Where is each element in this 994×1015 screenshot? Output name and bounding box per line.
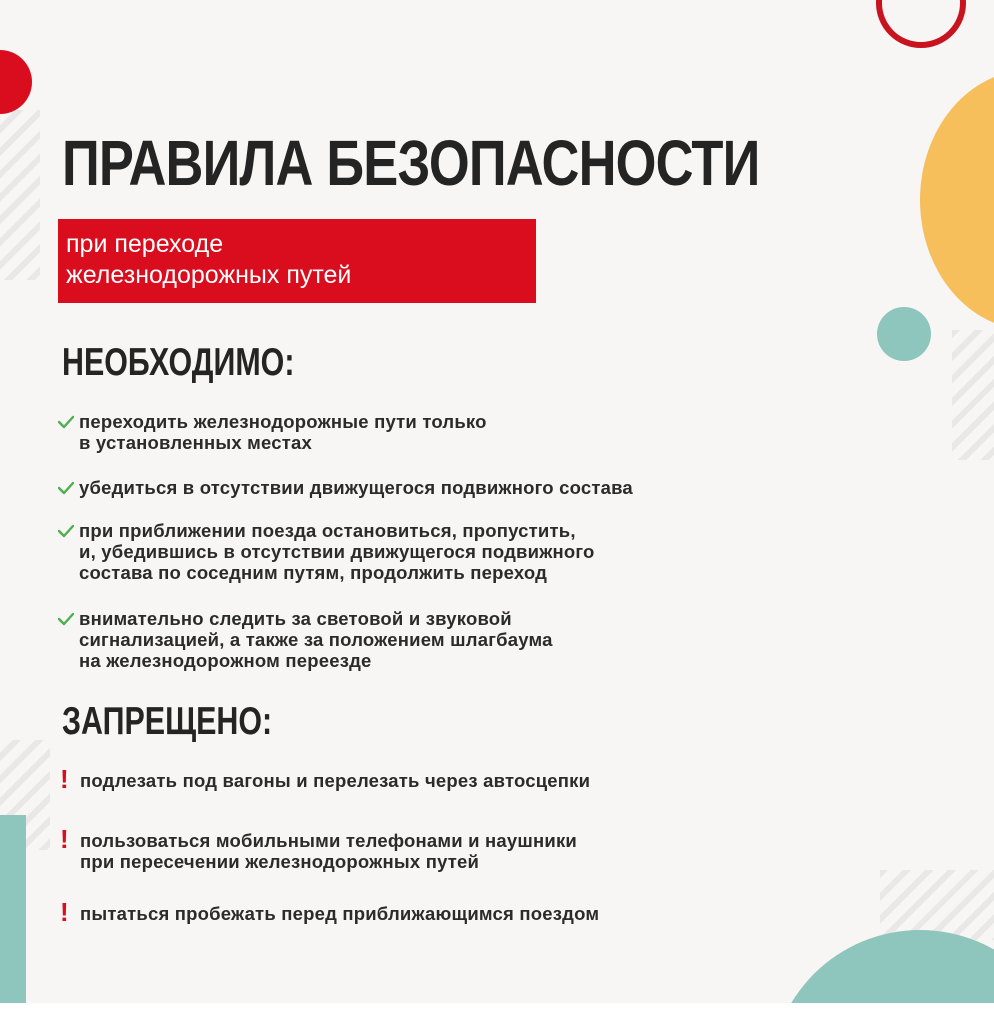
exclamation-icon: !	[60, 824, 69, 854]
check-icon	[58, 524, 74, 538]
page-title: ПРАВИЛА БЕЗОПАСНОСТИ	[62, 127, 760, 199]
exclamation-icon: !	[60, 897, 69, 927]
hatched-stripe-left-top	[0, 110, 40, 280]
bottom-margin	[0, 1003, 994, 1015]
forbidden-heading: ЗАПРЕЩЕНО:	[62, 700, 273, 743]
subtitle-line-1: при переходе	[66, 230, 224, 258]
required-item-text: при приближении поезда остановиться, пропустить, и, убедившись в отсутствии движущегося подвижного состава по соседним путям, продолжить переход	[79, 520, 595, 583]
red-half-circle-decoration	[0, 50, 32, 114]
hatched-stripe-right-bottom	[880, 870, 994, 940]
hatched-stripe-right	[952, 330, 994, 460]
required-item-text: внимательно следить за световой и звуковой сигнализацией, а также за положением шлагбаума на железнодорожном переезде	[79, 608, 553, 671]
forbidden-item-text: пользоваться мобильными телефонами и наушники при пересечении железнодорожных путей	[80, 830, 578, 872]
teal-arc-decoration	[770, 930, 994, 1003]
forbidden-item-text: пытаться пробежать перед приближающимся поездом	[80, 903, 600, 924]
subtitle-banner	[58, 219, 536, 303]
teal-dot-decoration	[877, 307, 931, 361]
required-item-text: переходить железнодорожные пути только в установленных местах	[79, 411, 487, 453]
required-heading: НЕОБХОДИМО:	[62, 341, 295, 384]
orange-circle-decoration	[920, 70, 994, 330]
exclamation-icon: !	[60, 764, 69, 794]
check-icon	[58, 415, 74, 429]
red-ring-decoration	[876, 0, 966, 48]
required-item-text: убедиться в отсутствии движущегося подвижного состава	[79, 477, 633, 498]
check-icon	[58, 481, 74, 495]
subtitle-line-2: железнодорожных путей	[66, 261, 352, 289]
forbidden-item-text: подлезать под вагоны и перелезать через автосцепки	[80, 770, 591, 791]
teal-bar-decoration	[0, 815, 26, 1003]
check-icon	[58, 612, 74, 626]
